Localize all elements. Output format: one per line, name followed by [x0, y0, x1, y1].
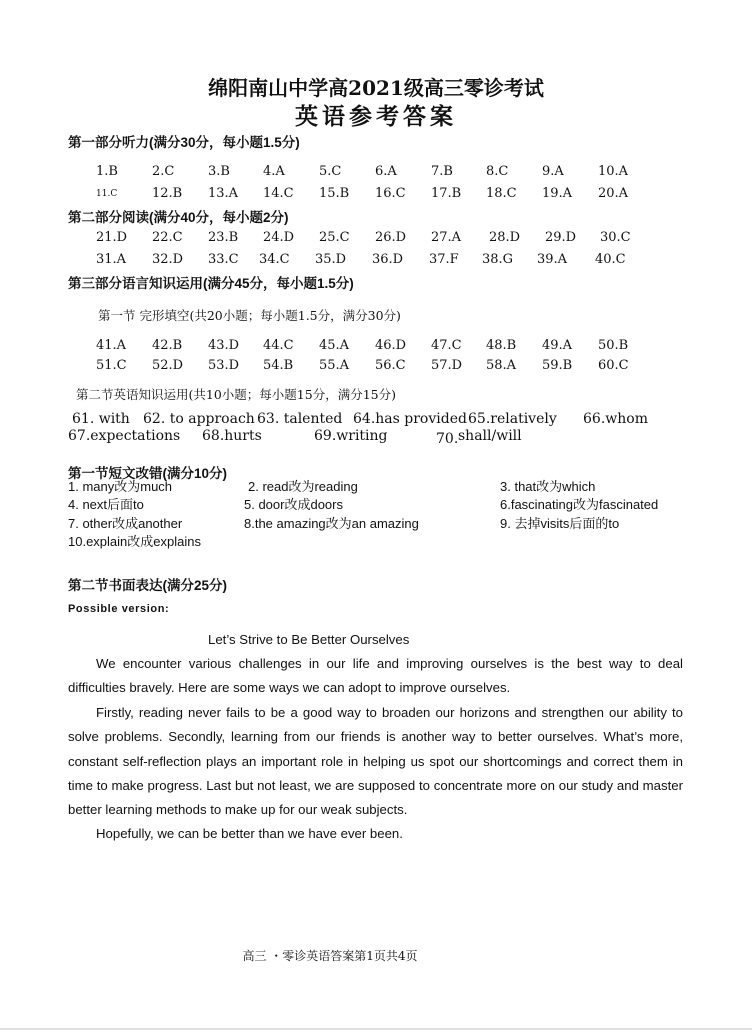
essay-paragraph-text: We encounter various challenges in our life and improving ourselves is the best way to deal difficulties bravely. Here are some ways we can adopt to improve ourselves. [68, 656, 683, 696]
answer-item: 52.D [152, 358, 184, 373]
answer-item: 55.A [319, 358, 350, 373]
possible-version-label: Possible version: [68, 603, 170, 615]
correction-item: 7. other改成another [68, 516, 183, 531]
part2-heading: 第二部分阅读(满分40分，每小题2分) [68, 210, 289, 225]
answer-item: 38.G [482, 252, 514, 267]
answer-67: 67.expectations [68, 428, 181, 444]
answer-item: 57.D [431, 358, 463, 373]
answer-item: 43.D [208, 338, 240, 353]
answer-key-title: 英语参考答案 [295, 103, 457, 130]
answer-item: 2.C [152, 164, 175, 179]
answer-item: 26.D [375, 230, 407, 245]
answer-item: 23.B [208, 230, 239, 245]
answer-item: 13.A [208, 186, 239, 201]
answer-item: 42.B [152, 338, 183, 353]
answer-item: 11.C [96, 189, 118, 199]
part5-heading: 第二节书面表达(满分25分) [68, 578, 228, 593]
answer-item: 47.C [431, 338, 462, 353]
answer-item: 28.D [489, 230, 521, 245]
answer-item: 40.C [595, 252, 626, 267]
answer-item: 22.C [152, 230, 183, 245]
answer-item: 16.C [375, 186, 406, 201]
answer-item: 1.B [96, 164, 118, 179]
answer-item: 37.F [429, 252, 459, 267]
part3-heading: 第三部分语言知识运用(满分45分，每小题1.5分) [68, 276, 354, 291]
answer-item: 19.A [542, 186, 573, 201]
answer-item: 53.D [208, 358, 240, 373]
answer-item: 51.C [96, 358, 127, 373]
answer-item: 48.B [486, 338, 517, 353]
answer-item: 60.C [598, 358, 629, 373]
answer-item: 15.B [319, 186, 350, 201]
answer-item: 32.D [152, 252, 184, 267]
answer-item: 54.B [263, 358, 294, 373]
essay-title: Let’s Strive to Be Better Ourselves [208, 632, 410, 647]
answer-item: 50.B [598, 338, 629, 353]
answer-66: 66.whom [583, 411, 648, 427]
correction-item: 1. many改为much [68, 479, 173, 494]
answer-item: 41.A [96, 338, 127, 353]
answer-item: 44.C [263, 338, 294, 353]
correction-item: 4. next后面to [68, 497, 144, 512]
answer-item: 25.C [319, 230, 350, 245]
answer-69: 69.writing [314, 428, 388, 444]
answer-item: 20.A [598, 186, 629, 201]
answer-item: 8.C [486, 164, 509, 179]
answer-item: 45.A [319, 338, 350, 353]
essay-paragraph-text: Hopefully, we can be better than we have ever been. [96, 826, 403, 841]
correction-item: 10.explain改成explains [68, 534, 201, 549]
correction-item: 8.the amazing改为an amazing [244, 516, 419, 531]
essay-paragraph-text: Firstly, reading never fails to be a good way to broaden our horizons and strengthen our ability to solve problems. Secondly, learning from our friends is another way to better ourselves. What’s more, constant self-reflection plays an important role in helping us spot our shortcomings and correct them in time to make progress. Last but not least, we are supposed to concentrate more on our study and master better learning methods to make up for our weak subjects. [68, 705, 683, 818]
answer-item: 49.A [542, 338, 573, 353]
answer-63: 63. talented [257, 411, 343, 427]
answer-item: 7.B [431, 164, 453, 179]
part4-heading: 第一节短文改错(满分10分) [68, 466, 228, 481]
answer-70: shall/will [458, 428, 522, 444]
part1-heading: 第一部分听力(满分30分，每小题1.5分) [68, 135, 300, 150]
answer-item: 18.C [486, 186, 517, 201]
answer-item: 12.B [152, 186, 183, 201]
answer-item: 35.D [315, 252, 347, 267]
answer-item: 24.D [263, 230, 295, 245]
answer-62: 62. to approach [143, 411, 255, 427]
answer-item: 58.A [486, 358, 517, 373]
part3-section1-heading: 第一节 完形填空(共20小题；每小题1.5分，满分30分) [98, 308, 401, 323]
correction-item: 5. door改成doors [244, 497, 343, 512]
answer-65: 65.relatively [468, 411, 557, 427]
answer-item: 3.B [208, 164, 230, 179]
answer-70-label: 70. [436, 431, 459, 447]
answer-item: 46.D [375, 338, 407, 353]
answer-item: 14.C [263, 186, 294, 201]
exam-title: 绵阳南山中学高2021级高三零诊考试 [208, 76, 544, 100]
answer-item: 36.D [372, 252, 404, 267]
answer-item: 17.B [431, 186, 462, 201]
essay-paragraph-2 [68, 701, 683, 822]
answer-item: 59.B [542, 358, 573, 373]
answer-item: 39.A [537, 252, 568, 267]
answer-item: 9.A [542, 164, 564, 179]
answer-item: 5.C [319, 164, 342, 179]
answer-item: 4.A [263, 164, 285, 179]
page-footer: 高三 ・零诊英语答案第1页共4页 [242, 949, 418, 963]
answer-item: 29.D [545, 230, 577, 245]
essay-paragraph-1 [68, 652, 683, 701]
answer-68: 68.hurts [202, 428, 262, 444]
correction-item: 9. 去掉visits后面的to [500, 516, 620, 531]
answer-item: 34.C [259, 252, 290, 267]
answer-item: 21.D [96, 230, 128, 245]
answer-item: 31.A [96, 252, 127, 267]
answer-item: 33.C [208, 252, 239, 267]
correction-item: 6.fascinating改为fascinated [500, 497, 659, 512]
correction-item: 3. that改为which [500, 479, 596, 494]
essay-paragraph-3 [68, 822, 683, 846]
answer-61: 61. with [72, 411, 130, 427]
answer-item: 56.C [375, 358, 406, 373]
part3-section2-heading: 第二节英语知识运用(共10小题；每小题15分，满分15分) [76, 387, 396, 402]
answer-item: 6.A [375, 164, 397, 179]
bottom-divider [0, 1028, 752, 1030]
correction-item: 2. read改为reading [248, 479, 358, 494]
answer-item: 27.A [431, 230, 462, 245]
answer-item: 30.C [600, 230, 631, 245]
answer-64: 64.has provided [353, 411, 467, 427]
answer-item: 10.A [598, 164, 629, 179]
